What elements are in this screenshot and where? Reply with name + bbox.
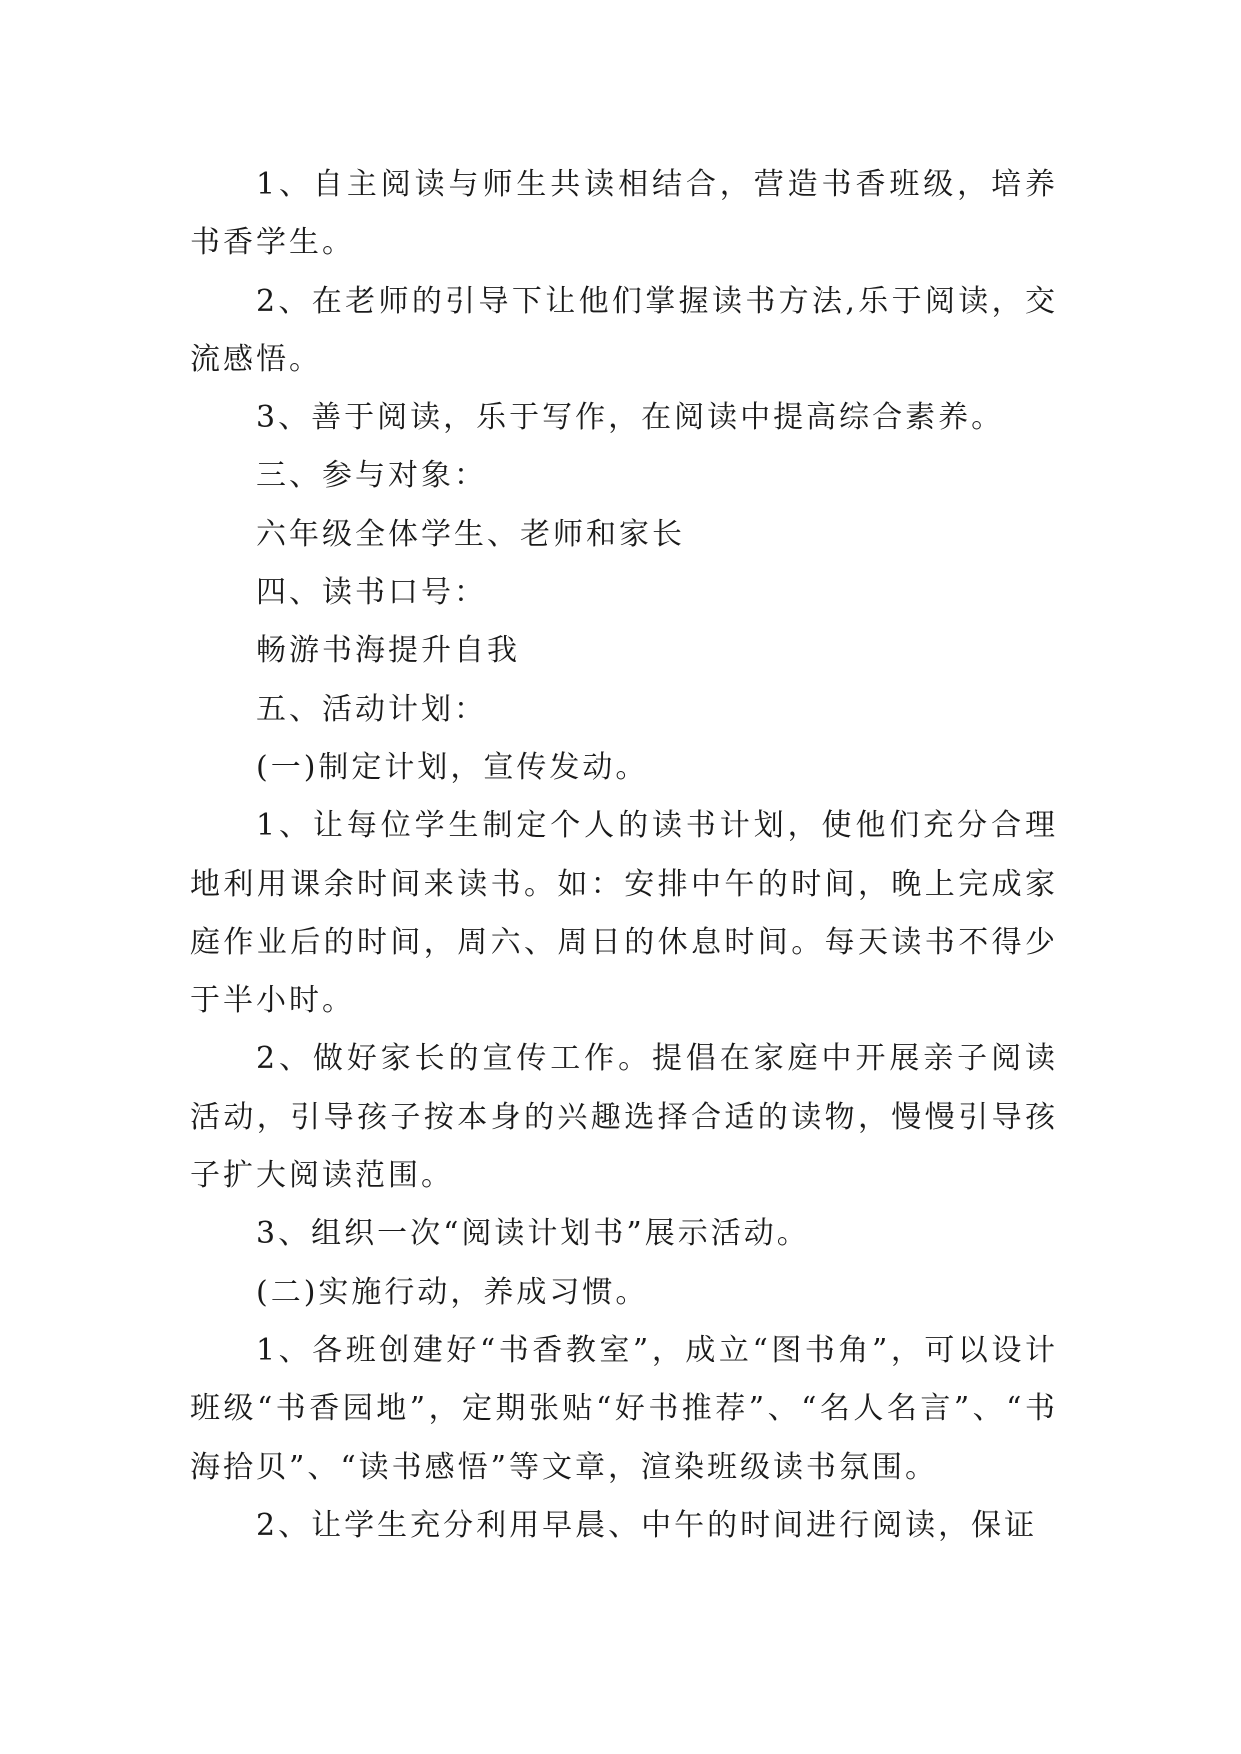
document-body: [190, 156, 1058, 1555]
section-heading-slogan: 四、读书口号：: [256, 575, 487, 611]
paragraph-plan-2-item-2: 2、让学生充分利用早晨、中午的时间进行阅读，保证: [256, 1507, 1038, 1543]
paragraph-slogan: 畅游书海提升自我: [256, 633, 520, 669]
paragraph-plan-1-item-3: 3、组织一次“阅读计划书”展示活动。: [256, 1216, 810, 1252]
section-heading-participants: 三、参与对象：: [256, 458, 487, 494]
paragraph-plan-1-item-2: 2、做好家长的宣传工作。提倡在家庭中开展亲子阅读活动，引导孩子按本身的兴趣选择合适的读物，慢慢引导孩子扩大阅读范围。: [190, 1041, 1058, 1194]
paragraph-goal-3: 3、善于阅读，乐于写作，在阅读中提高综合素养。: [256, 400, 1005, 436]
paragraph-plan-1-item-1: 1、让每位学生制定个人的读书计划，使他们充分合理地利用课余时间来读书。如：安排中午的时间，晚上完成家庭作业后的时间，周六、周日的休息时间。每天读书不得少于半小时。: [190, 808, 1058, 1019]
section-heading-plan: 五、活动计划：: [256, 691, 487, 727]
paragraph-goal-2: 2、在老师的引导下让他们掌握读书方法,乐于阅读，交流感悟。: [190, 283, 1058, 377]
subheading-plan-2: (二)实施行动，养成习惯。: [256, 1274, 649, 1310]
paragraph-participants: 六年级全体学生、老师和家长: [256, 516, 685, 552]
subheading-plan-1: (一)制定计划，宣传发动。: [256, 749, 649, 785]
paragraph-plan-2-item-1: 1、各班创建好“书香教室”，成立“图书角”，可以设计班级“书香园地”，定期张贴“好书推荐”、“名人名言”、“书海拾贝”、“读书感悟”等文章，渲染班级读书氛围。: [190, 1332, 1058, 1485]
paragraph-goal-1: 1、自主阅读与师生共读相结合，营造书香班级，培养书香学生。: [190, 167, 1058, 261]
